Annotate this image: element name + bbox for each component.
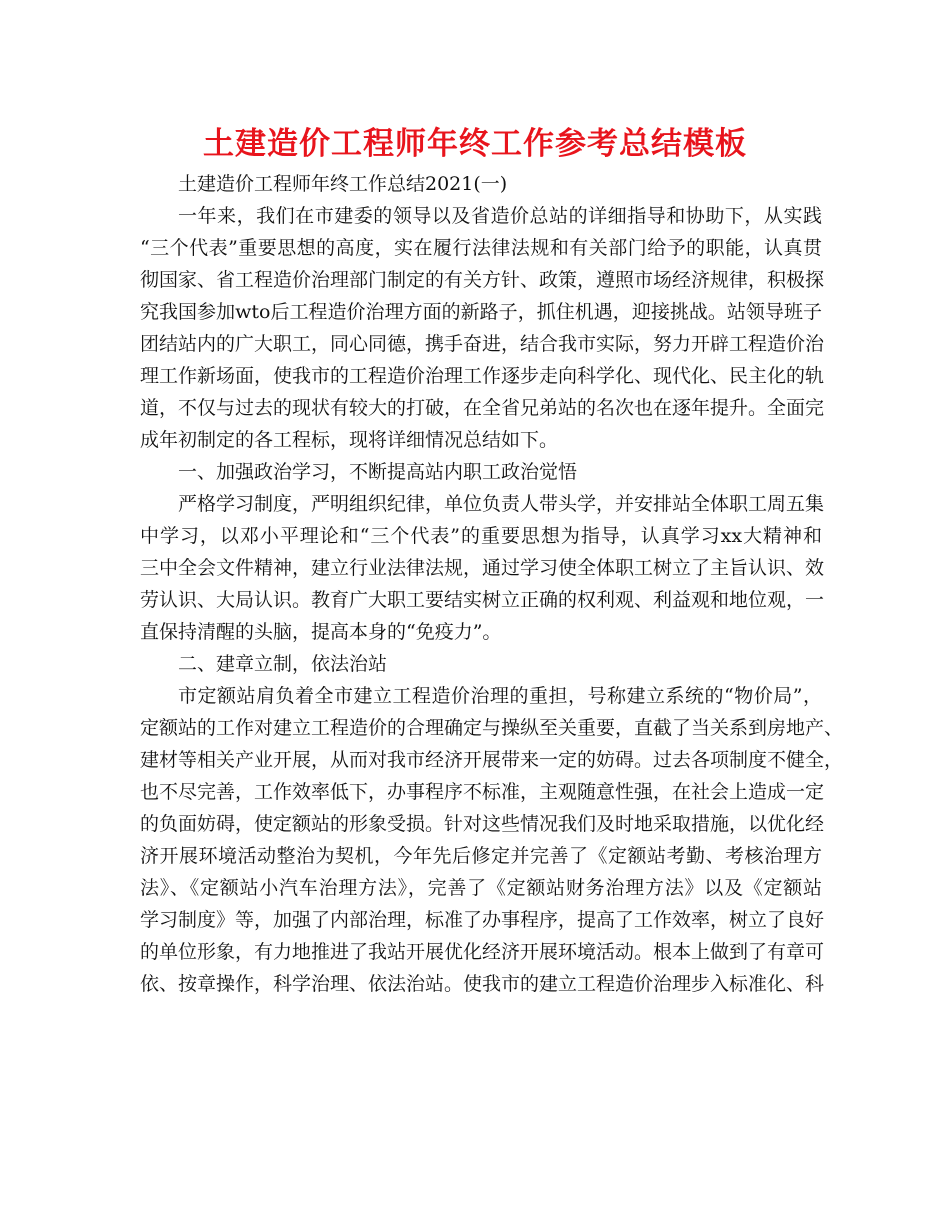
text-line: 的单位形象，有力地推进了我站开展优化经济开展环境活动。根本上做到了有章可 <box>140 941 825 963</box>
text-line: 道，不仅与过去的现状有较大的打破，在全省兄弟站的名次也在逐年提升。全面完 <box>140 397 825 419</box>
document-title: 土建造价工程师年终工作参考总结模板 <box>203 126 747 162</box>
text-line: 成年初制定的各工程标，现将详细情况总结如下。 <box>140 429 559 451</box>
text-line: 理工作新场面，使我市的工程造价治理工作逐步走向科学化、现代化、民主化的轨 <box>140 365 825 387</box>
text-line: 建材等相关产业开展，从而对我市经济开展带来一定的妨碍。过去各项制度不健全， <box>140 749 844 771</box>
text-line: 一、加强政治学习，不断提高站内职工政治觉悟 <box>178 461 578 483</box>
text-line: 法》、《定额站小汽车治理方法》，完善了《定额站财务治理方法》以及《定额站 <box>140 877 822 899</box>
text-line: 济开展环境活动整治为契机，今年先后修定并完善了《定额站考勤、考核治理方 <box>140 845 822 867</box>
text-line: 土建造价工程师年终工作总结2021(一) <box>178 173 508 195</box>
text-line: 三中全会文件精神，建立行业法律法规，通过学习使全体职工树立了主旨认识、效 <box>140 557 825 579</box>
text-line: 直保持清醒的头脑，提高本身的“免疫力”。 <box>140 621 502 643</box>
text-line: 的负面妨碍，使定额站的形象受损。针对这些情况我们及时地采取措施，以优化经 <box>140 813 825 835</box>
text-line: 劳认识、大局认识。教育广大职工要结实树立正确的权利观、利益观和地位观，一 <box>140 589 825 611</box>
text-line: 彻国家、省工程造价治理部门制定的有关方针、政策，遵照市场经济规律，积极探 <box>140 269 825 291</box>
text-line: 究我国参加wto后工程造价治理方面的新路子，抓住机遇，迎接挑战。站领导班子 <box>140 301 822 323</box>
text-line: 市定额站肩负着全市建立工程造价治理的重担，号称建立系统的“物价局”， <box>178 685 822 707</box>
text-line: 团结站内的广大职工，同心同德，携手奋进，结合我市实际，努力开辟工程造价治 <box>140 333 825 355</box>
text-line: 严格学习制度，严明组织纪律，单位负责人带头学，并安排站全体职工周五集 <box>178 493 825 515</box>
text-line: 二、建章立制，依法治站 <box>178 653 388 675</box>
text-line: 定额站的工作对建立工程造价的合理确定与操纵至关重要，直截了当关系到房地产、 <box>140 717 844 739</box>
document-body <box>140 168 844 1000</box>
text-line: 中学习，以邓小平理论和“三个代表”的重要思想为指导，认真学习xx大精神和 <box>140 525 822 547</box>
text-line: 依、按章操作，科学治理、依法治站。使我市的建立工程造价治理步入标准化、科 <box>140 973 825 995</box>
text-line: 一年来，我们在市建委的领导以及省造价总站的详细指导和协助下，从实践 <box>178 205 822 227</box>
text-line: 也不尽完善，工作效率低下，办事程序不标准，主观随意性强，在社会上造成一定 <box>140 781 825 803</box>
text-line: 学习制度》等，加强了内部治理，标准了办事程序，提高了工作效率，树立了良好 <box>140 909 825 931</box>
text-line: “三个代表”重要思想的高度，实在履行法律法规和有关部门给予的职能，认真贯 <box>140 237 822 259</box>
